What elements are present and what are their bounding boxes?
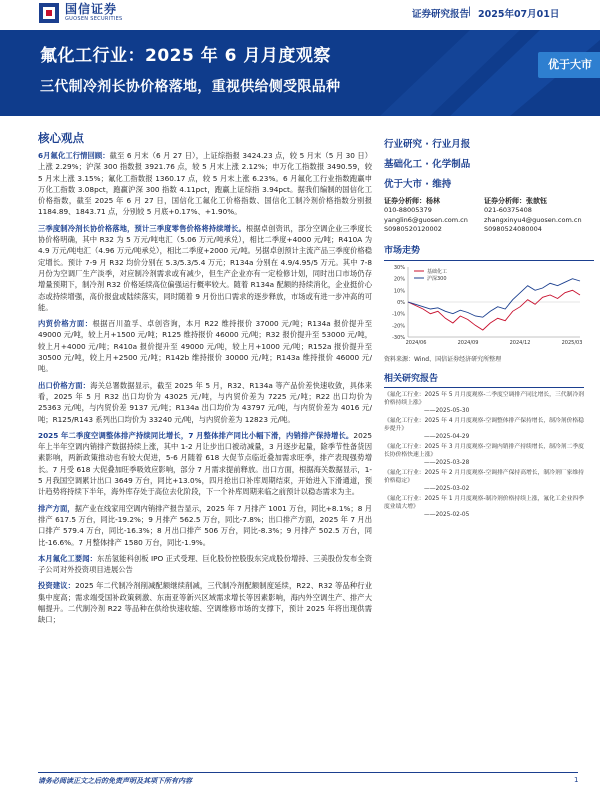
related-report-date: ——2025-05-30 <box>424 407 470 414</box>
analyst-list <box>384 196 584 235</box>
related-report-date: ——2025-03-02 <box>424 485 470 492</box>
related-reports-list <box>384 391 584 518</box>
paragraph-long-term-price <box>38 223 372 313</box>
report-title: 氟化工行业：2025 年 6 月月度观察 <box>40 46 331 66</box>
trend-chart-svg <box>384 261 584 353</box>
report-type: 证券研究报告 <box>412 9 470 20</box>
y-tick-label: -20% <box>392 322 405 329</box>
series-line-csi300 <box>408 278 580 317</box>
market-trend-heading: 市场走势 <box>384 245 421 256</box>
related-report-link[interactable]: 《氟化工行业：2025 年 2 月月度观察-空调排产保持高增长，制冷剂厂家维持价格稳定》 <box>384 469 584 484</box>
sidebar-info <box>384 136 584 518</box>
analyst-name: 证券分析师：张歆钰 <box>484 197 547 205</box>
y-tick-label: -10% <box>392 311 405 318</box>
x-tick-label: 2025/03 <box>561 339 583 346</box>
investment-rating: 优于大市 · 维持 <box>384 179 452 190</box>
analyst-cert: S0980520120002 <box>384 225 442 233</box>
legend-label: 沪深300 <box>427 275 447 282</box>
paragraph-body: 根据卓创资讯，部分空调企业三季度长协价格明确，其中 R32 为 5 万元/吨电汇（5.06 万元/吨承兑），相比二季度+4000 元/吨；R410A 为 4.9 万元/吨电汇（4.96 万元/吨承兑），相比二季度+2000 元/吨。另据卓创预计主流产品三季度价格稳定增长。预计 7-9 月 R32 均价分别在 5.3/5.3/5.4 万元；R134a 分别在 4.9/4.95/5 万元。其中 7-8 月份为空调厂生产淡季，对应制冷剂需求或有减少，但生产企业亦有一定检修计划，同时出口市场仍存增量预期下，制冷剂 R32 价格延续高位偏强运行概率较大。随着 R134a 配额的持续消化，企业挺价心态或持续增强，高价报盘或陆续落实，同时随着 9 月份出口需求的逐步释放，市场或有进一步冲高的可能。 <box>38 223 373 312</box>
analyst-cert: S0980524080004 <box>484 225 542 233</box>
related-report-link[interactable]: 《氟化工行业：2025 年 3 月月度观察-空调内销排产持续增长，制冷剂二季度长协价格快速上涨》 <box>384 443 584 458</box>
related-report-date: ——2025-03-28 <box>424 459 470 466</box>
core-views-section <box>38 130 372 631</box>
paragraph-body: 海关总署数据显示，截至 2025 年 5 月，R32、R134a 等产品价差快速收敛，具体来看，2025 年 5 月 R32 出口均价为 43025 元/吨，与内贸价差为 7225 元/吨；R22 出口均价为 25363 元/吨，与内贸价差 9137 元/吨；R134a 出口均价为 43797 元/吨，与内贸价差为 4016 元/吨；R125/R143 系列出口均价为 33240 元/吨，与内贸价差为 12823 元/吨。 <box>38 380 372 424</box>
related-report-link[interactable]: 《氟化工行业：2025 年 1 月月度观察-制冷剂价格持续上涨，氟化工企业四季度业绩大增》 <box>384 495 584 510</box>
paragraph-lead: 出口价格方面： <box>38 380 91 390</box>
header-separator: | <box>468 6 472 17</box>
analyst-card <box>384 196 484 235</box>
report-subtitle: 三代制冷剂长协价格落地，重视供给侧受限品种 <box>40 79 341 95</box>
analyst-name: 证券分析师：杨林 <box>384 197 440 205</box>
related-report-date: ——2025-02-05 <box>424 511 470 518</box>
footer-divider <box>38 772 578 773</box>
paragraph-schedule <box>38 503 372 548</box>
paragraph-body: 2025 年上半年空调内销排产数据持续上涨，其中 1-2 月让步出口被动减量，3 月逐步起量，除季节性备货因素影响，两新政策推动也有较大促进，5-6 月随着 618 大促节点临近叠加需求旺季，排产表现强势增长。7 月受 618 大促叠加旺季吸效应影响，部分 7 月需求提前释放。出口方面，根据海关数据显示，1-5 月我国空调累计出口 3649 万台，同比+13.0%，四月抢出口补库周期结束，开始进入下滑通道，预计趋势将持续下半年，海外库存处于高位去化阶段，下一个补库周期来临之前预计以稳态需求为主。 <box>38 430 372 497</box>
paragraph-body: 截至 6 月末（6 月 27 日），上证综指报 3424.23 点，较 5 月末（5 月 30 日）上涨 2.29%；沪深 300 指数报 3921.76 点，较 5 月末上涨 2.12%；申万化工指数报 3490.59，较 5 月末上涨 3.15%；氟化工指数报 1360.17 点，较 5 月末上涨 6.23%。6 月氟化工行业指数跑赢申万化工指数 3.08pct，跑赢沪深 300 指数 4.11pct，跑赢上证综指 3.94pct。据我们编制的国信化工价格指数，截至 2025 年 6 月 27 日，国信化工氟化工价格指数、国信化工制冷剂价格指数分别报 1184.89、1843.71 点，分别较 5 月底+0.17%、+1.90%。 <box>38 151 372 217</box>
paragraph-investment-advice <box>38 580 372 625</box>
y-tick-label: 0% <box>397 299 405 306</box>
x-tick-label: 2024/06 <box>405 339 427 346</box>
paragraph-lead: 三季度制冷剂长协价格落地，预计三季度零售价格将持续增长。 <box>38 223 246 233</box>
paragraph-ac-production <box>38 430 372 498</box>
analyst-email[interactable]: zhangxinyu4@guosen.com.cn <box>484 215 582 224</box>
logo-chinese: 国信证券 <box>65 2 118 16</box>
footer-disclaimer: 请务必阅读正文之后的免责声明及其项下所有内容 <box>38 777 192 785</box>
paragraph-body: 东岳氢能科创板 IPO 正式受理、巨化股份控股股东完成股份增持、三美股份发布全资子公司对外投资项目进展公告 <box>38 553 373 575</box>
guosen-logo-icon <box>38 2 60 24</box>
chart-source-note: 资料来源：Wind、国信证券经济研究所整理 <box>384 355 502 363</box>
related-reports-heading: 相关研究报告 <box>384 371 584 388</box>
paragraph-market-review <box>38 150 372 218</box>
paragraph-lead: 内贸价格方面： <box>38 319 93 329</box>
market-trend-chart <box>384 260 594 352</box>
paragraph-export-price <box>38 380 372 425</box>
report-date: 2025年07月01日 <box>478 9 560 20</box>
paragraph-lead: 排产方面， <box>38 503 75 513</box>
paragraph-body: 根据百川盈孚、卓创咨询，本月 R22 维持报价 37000 元/吨；R134a 报价提升至 49000 元/吨，较上月+1500 元/吨；R125 维持报价 46000 元/吨；R32 报价提升至 53000 元/吨，较上月+4000 元/吨；R410a 报价提升至 49000 元/吨，较上月+1000 元/吨；R152a 报价提升至 30500 元/吨，较上月+2500 元/吨；R142b 维持报价 30000 元/吨；R143a 维持报价 46000 元/吨。 <box>38 319 373 374</box>
core-views-heading: 核心观点 <box>38 131 84 145</box>
page-header <box>0 0 600 30</box>
paragraph-lead: 投资建议： <box>38 581 76 591</box>
x-tick-label: 2024/12 <box>509 339 531 346</box>
paragraph-industry-news <box>38 553 372 576</box>
x-tick-label: 2024/09 <box>457 339 479 346</box>
company-logo <box>38 2 123 24</box>
page-number: 1 <box>574 776 579 784</box>
paragraph-lead: 6月氟化工行情回顾： <box>38 151 110 160</box>
industry-category: 行业研究 · 行业月报 <box>384 139 471 150</box>
y-tick-label: -30% <box>392 334 405 341</box>
analyst-card <box>484 196 584 235</box>
analyst-phone: 021-60375408 <box>484 206 532 214</box>
sector-category: 基础化工 · 化学制品 <box>384 159 471 170</box>
analyst-phone: 010-88005379 <box>384 206 432 214</box>
paragraph-lead: 2025 年二季度空调整体排产持续同比增长，7 月整体排产同比小幅下滑，内销排产保持增长。 <box>38 430 354 440</box>
related-report-date: ——2025-04-29 <box>424 433 470 440</box>
y-tick-label: 20% <box>393 276 405 283</box>
paragraph-domestic-price <box>38 318 372 374</box>
legend-label: 基础化工 <box>427 268 448 275</box>
logo-english: GUOSEN SECURITIES <box>65 16 123 22</box>
rating-badge: 优于大市 <box>538 52 600 78</box>
paragraph-lead: 本月氟化工要闻： <box>38 553 97 563</box>
related-report-link[interactable]: 《氟化工行业：2025 年 5 月月度观察-二季度空调排产同比增长，三代制冷剂价格持续上涨》 <box>384 391 584 406</box>
paragraph-body: 据产业在线家用空调内销排产报告显示，2025 年 7 月排产 1001 万台，同比+8.1%；8 月排产 617.5 万台，同比-19.2%；9 月排产 562.5 万台，同比-7.8%；出口排产方面，2025 年 7 月出口排产 579.4 万台，同比-16.3%；8 月出口排产 506 万台，同比-8.3%；9 月排产 502.5 万台，同比-16.6%。7 月整体排产 1580 万台，同比-1.9%。 <box>38 503 372 547</box>
title-banner <box>0 30 600 116</box>
paragraph-body: 2025 年二代制冷剂削减配额继续削减，三代制冷剂配额制度延续，R22、R32 等品种行业集中度高；需求端受国补政策刺激、东南亚等新兴区域需求增长等因素影响，海内外空调生产、排产大幅提升。二代制冷剂 R22 等品种在供给快速收缩、空调维修市场的支撑下，预计 2025 年将出现供需缺口； <box>38 581 373 625</box>
analyst-email[interactable]: yanglin6@guosen.com.cn <box>384 215 468 224</box>
series-line-chemical <box>408 290 580 330</box>
y-tick-label: 10% <box>393 287 405 294</box>
related-report-link[interactable]: 《氟化工行业：2025 年 4 月月度观察-空调整体排产保持增长，制冷剂价格稳步提升》 <box>384 417 584 432</box>
y-tick-label: 30% <box>393 264 405 271</box>
